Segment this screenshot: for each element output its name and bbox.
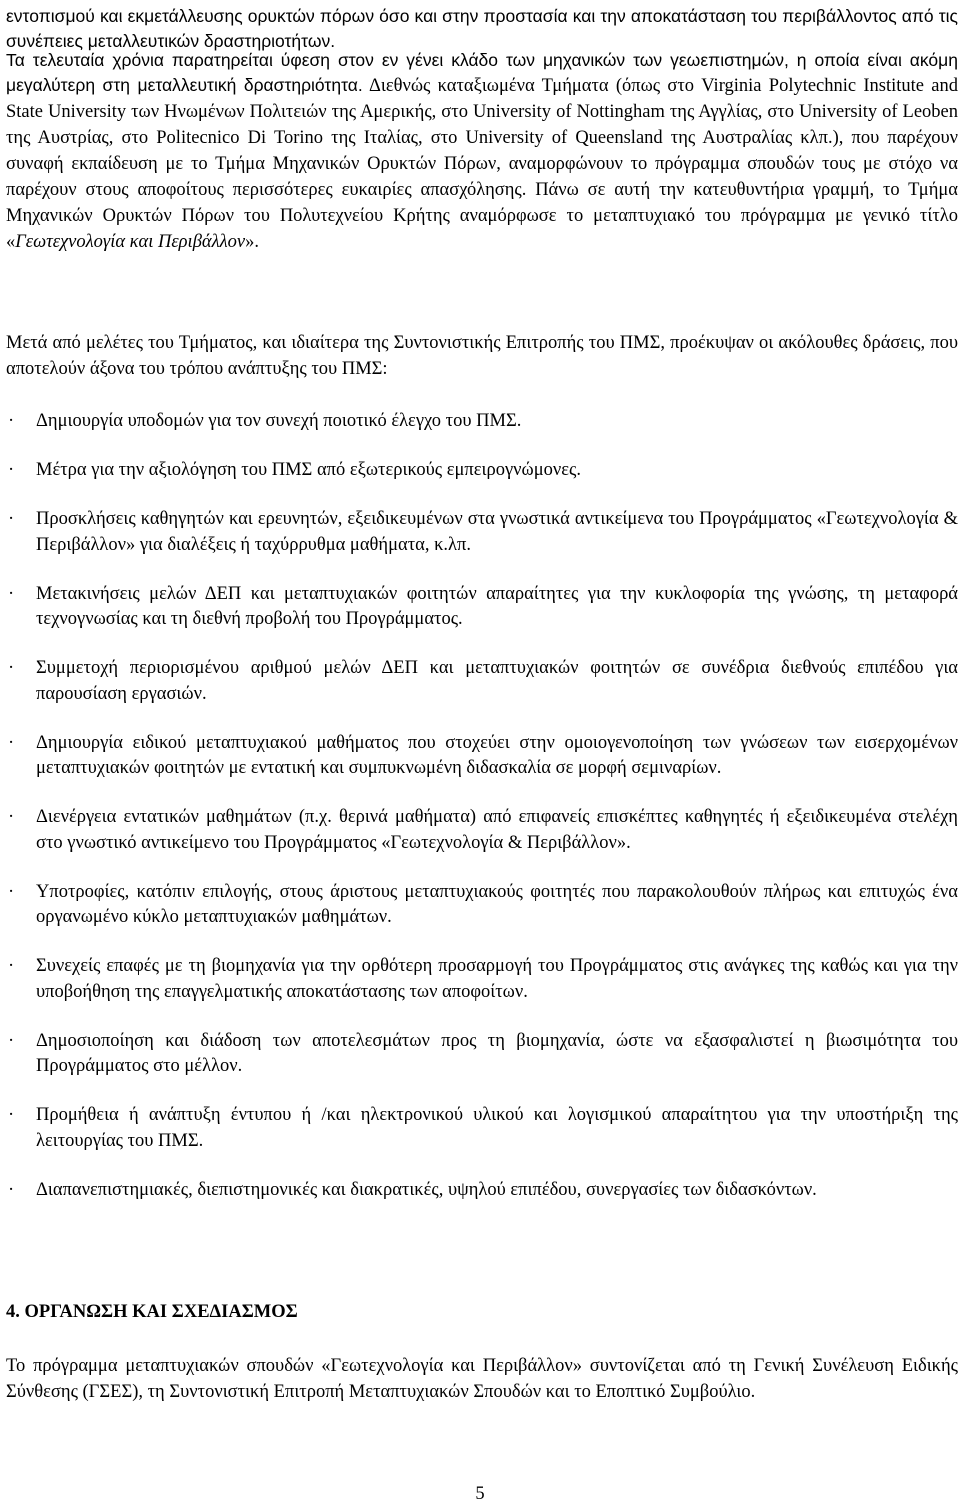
bullet-marker: ·	[8, 658, 15, 678]
list-item-text: Προσκλήσεις καθηγητών και ερευνητών, εξειδικευμένων στα γνωστικά αντικείμενα του Προγράμματος «Γεωτεχνολογία & Περιβάλλον» για διαλέξεις ή ταχύρρυθμα μαθήματα, κ.λπ.	[36, 509, 958, 555]
bullet-marker: ·	[8, 1179, 15, 1200]
list-item-text: Συνεχείς επαφές με τη βιομηχανία για την ορθότερη προσαρμογή του Προγράμματος στις ανάγκες της καθώς και για την υποβοήθηση της επαγγελματικής αποκατάστασης των αποφοίτων.	[36, 956, 958, 1002]
context-paragraph	[6, 48, 958, 255]
list-item-text: Δημοσιοποίηση και διάδοση των αποτελεσμάτων προς τη βιομηχανία, ώστε να εξασφαλιστεί η βιωσιμότητα του Προγράμματος στο μέλλον.	[36, 1030, 958, 1076]
context-paragraph-sans-part: Τα τελευταία χρόνια παρατηρείται ύφεση στον εν γένει κλάδο των μηχανικών των γεωεπιστημών, η οποία είναι ακόμη μεγαλύτερη στη μεταλλευτική δραστηριότητα.	[6, 50, 958, 95]
list-item	[6, 656, 958, 707]
bullet-marker: ·	[8, 1105, 15, 1125]
list-item-text: Διενέργεια εντατικών μαθημάτων (π.χ. θερινά μαθήματα) από επιφανείς επισκέπτες καθηγητές ή εξειδικευμένα στελέχη στο γνωστικό αντικείμενο του Προγράμματος «Γεωτεχνολογία & Περιβάλλον».	[36, 807, 958, 853]
bullet-marker: ·	[8, 460, 15, 480]
bullet-marker: ·	[8, 583, 15, 604]
list-item	[6, 1029, 958, 1080]
context-paragraph-serif-part: Διεθνώς καταξιωμένα Τμήματα (όπως στο Virginia Polytechnic Institute and State University των Ηνωμένων Πολιτειών της Αμερικής, στο University of Nottingham της Αγγλίας, στο University of Leoben της Αυστρίας, στο Politecnico Di Torino της Ιταλίας, στο University of Queensland της Αυστραλίας κλπ.), που παρέχουν συναφή εκπαίδευση με το Τμήμα Μηχανικών Ορυκτών Πόρων, αναμορφώνουν το πρόγραμμα σπουδών τους με στόχο να παρέχουν στους αποφοίτους περισσότερες ευκαιρίες απασχόλησης. Πάνω σε αυτή την κατευθυντήρια γραμμή, το Τμήμα Μηχανικών Ορυκτών Πόρων του Πολυτεχνείου Κρήτης αναμόρφωσε το μεταπτυχιακό του πρόγραμμα με γενικό τίτλο «	[6, 76, 958, 252]
bullet-marker: ·	[8, 807, 15, 827]
list-item-text: Δημιουργία υποδομών για τον συνεχή ποιοτικό έλεγχο του ΠΜΣ.	[36, 411, 522, 431]
bullet-marker: ·	[8, 881, 15, 902]
list-item	[6, 954, 958, 1005]
list-item	[6, 880, 958, 931]
actions-intro-paragraph: Μετά από μελέτες του Τμήματος, και ιδιαίτερα της Συντονιστικής Επιτροπής του ΠΜΣ, προέκυψαν οι ακόλουθες δράσεις, που αποτελούν άξονα του τρόπου ανάπτυξης του ΠΜΣ:	[6, 333, 958, 379]
list-item	[6, 409, 958, 435]
bullet-marker: ·	[8, 732, 15, 753]
list-item	[6, 1103, 958, 1154]
list-item-text: Μέτρα για την αξιολόγηση του ΠΜΣ από εξωτερικούς εμπειρογνώμονες.	[36, 460, 581, 480]
context-paragraph-end: ».	[245, 232, 259, 252]
actions-list	[6, 409, 958, 1227]
bullet-marker: ·	[8, 411, 15, 431]
list-item-text: Διαπανεπιστημιακές, διεπιστημονικές και διακρατικές, υψηλού επιπέδου, συνεργασίες των διδασκόντων.	[36, 1179, 817, 1200]
organization-paragraph: Το πρόγραμμα μεταπτυχιακών σπουδών «Γεωτεχνολογία και Περιβάλλον» συντονίζεται από τη Γενική Συνέλευση Ειδικής Σύνθεσης (ΓΣΕΣ), τη Συντονιστική Επιτροπή Μεταπτυχιακών Σπουδών και το Εποπτικό Συμβούλιο.	[6, 1356, 958, 1402]
intro-paragraph: εντοπισμού και εκμετάλλευσης ορυκτών πόρων όσο και στην προστασία και την αποκατάσταση του περιβάλλοντος από τις συνέπειες μεταλλευτικών δραστηριοτήτων.	[6, 6, 958, 51]
list-item-text: Δημιουργία ειδικού μεταπτυχιακού μαθήματος που στοχεύει στην ομοιογενοποίηση των γνώσεων των εισερχομένων μεταπτυχιακών φοιτητών με εντατική και συμπυκνωμένη διδασκαλία σε μορφή σεμιναρίων.	[36, 732, 958, 778]
list-item	[6, 582, 958, 633]
list-item	[6, 1178, 958, 1204]
list-item-text: Προμήθεια ή ανάπτυξη έντυπου ή /και ηλεκτρονικού υλικού και λογισμικού απαραίτητου για την υποστήριξη της λειτουργίας του ΠΜΣ.	[36, 1105, 958, 1151]
page-number: 5	[475, 1484, 485, 1504]
list-item	[6, 507, 958, 558]
list-item	[6, 731, 958, 782]
list-item-text: Μετακινήσεις μελών ΔΕΠ και μεταπτυχιακών φοιτητών απαραίτητες για την κυκλοφορία της γνώσης, τη μεταφορά τεχνογνωσίας και τη διεθνή προβολή του Προγράμματος.	[36, 583, 958, 629]
list-item-text: Συμμετοχή περιορισμένου αριθμού μελών ΔΕΠ και μεταπτυχιακών φοιτητών σε συνέδρια διεθνούς επιπέδου για παρουσίαση εργασιών.	[36, 658, 958, 704]
list-item	[6, 458, 958, 484]
section-heading: 4. ΟΡΓΑΝΩΣΗ ΚΑΙ ΣΧΕΔΙΑΣΜΟΣ	[6, 1302, 298, 1322]
bullet-marker: ·	[8, 956, 15, 976]
program-title-italic: Γεωτεχνολογία και Περιβάλλον	[15, 232, 246, 252]
bullet-marker: ·	[8, 509, 15, 529]
bullet-marker: ·	[8, 1030, 15, 1051]
list-item	[6, 805, 958, 856]
list-item-text: Υποτροφίες, κατόπιν επιλογής, στους άριστους μεταπτυχιακούς φοιτητές που παρακολουθούν πλήρως και επιτυχώς ένα οργανωμένο κύκλο μεταπτυχιακών μαθημάτων.	[36, 881, 958, 927]
